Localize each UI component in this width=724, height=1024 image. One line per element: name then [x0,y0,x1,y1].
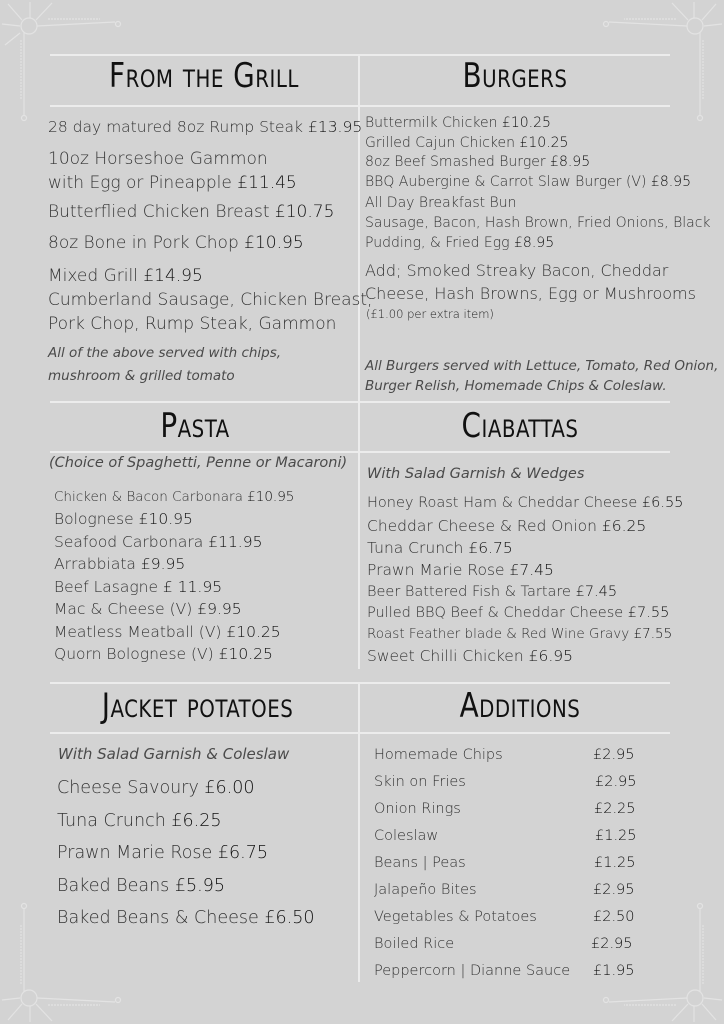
additions-item-list [374,742,644,985]
menu-item: Skin on Fries £2.95 [374,774,637,790]
menu-item: Honey Roast Ham & Cheddar Cheese £6.55 [367,495,684,511]
menu-item: Peppercorn | Dianne Sauce £1.95 [374,963,635,979]
menu-item: Jalapeño Bites £2.95 [374,882,635,898]
section-subtitle: With Salad Garnish & Wedges [367,466,585,482]
section-title-grill: From the Grill [109,56,299,96]
menu-item: Baked Beans £5.95 [57,875,225,896]
menu-item: Boiled Rice £2.95 [374,936,633,952]
section-subtitle: (Choice of Spaghetti, Penne or Macaroni) [49,455,348,471]
section-title-jacket-potatoes: Jacket potatoes [101,686,294,726]
burger-add-ons: Add; Smoked Streaky Bacon, Cheddar Cheese, Hash Browns, Egg or Mushrooms [365,261,696,303]
menu-item: Prawn Marie Rose £6.75 [57,843,268,863]
divider-vertical-3 [358,682,360,982]
menu-item: Bolognese £10.95 [54,510,193,528]
divider-header-row1 [50,105,670,107]
menu-item: Baked Beans & Cheese £6.50 [57,908,315,928]
menu-item: Beans | Peas £1.25 [374,855,636,871]
menu-item: Cheddar Cheese & Red Onion £6.25 [367,516,647,535]
section-note: All Burgers served with Lettuce, Tomato, Red Onion, Burger Relish, Homemade Chips & Coleslaw. [365,358,719,394]
menu-item: Beef Lasagne £ 11.95 [54,577,223,596]
menu-item: Grilled Cajun Chicken £10.25 [365,135,569,151]
menu-item: Coleslaw £1.25 [374,828,637,844]
menu-item: Pulled BBQ Beef & Cheddar Cheese £7.55 [367,604,670,621]
menu-item: Mixed Grill £14.95 Cumberland Sausage, Chicken Breast, Pork Chop, Rump Steak, Gammon [48,266,373,334]
section-note: All of the above served with chips, mushroom & grilled tomato [48,345,282,384]
menu-item: BBQ Aubergine & Carrot Slaw Burger (V) £8.95 [365,174,691,190]
menu-item: Cheese Savoury £6.00 [57,778,255,798]
ciabatta-item-list [367,493,683,667]
divider-header-row2 [50,451,670,453]
menu-item: Mac & Cheese (V) £9.95 [54,600,242,618]
menu-item: Seafood Carbonara £11.95 [54,532,263,551]
menu-item: Arrabbiata £9.95 [54,555,186,573]
menu-item: Tuna Crunch £6.75 [367,538,513,557]
menu-item: Butterflied Chicken Breast £10.75 [48,202,335,222]
menu-item: 10oz Horseshoe Gammon with Egg or Pineapple £11.45 [48,149,297,193]
divider-vertical-1 [358,54,360,401]
section-title-additions: Additions [459,686,581,726]
menu-item: Tuna Crunch £6.25 [57,810,222,831]
pasta-item-list [54,486,294,666]
divider-header-row3 [50,732,670,734]
menu-item: Buttermilk Chicken £10.25 [365,115,551,131]
menu-item: Onion Rings £2.25 [374,801,636,817]
jacket-item-list [57,772,314,935]
menu-item: 8oz Beef Smashed Burger £8.95 [365,154,591,170]
menu-item: Roast Feather blade & Red Wine Gravy £7.55 [367,626,673,642]
menu-item: Quorn Bolognese (V) £10.25 [54,645,273,663]
burger-add-on-price: (£1.00 per extra item) [366,307,494,321]
section-title-ciabattas: Ciabattas [461,406,579,446]
menu-item: All Day Breakfast Bun Sausage, Bacon, Hash Brown, Fried Onions, Black Pudding, & Fried Egg £8.95 [365,195,711,251]
divider-row3-top [50,682,670,684]
menu-item: 8oz Bone in Pork Chop £10.95 [48,233,304,253]
menu-item: Meatless Meatball (V) £10.25 [54,622,281,641]
section-title-pasta: Pasta [160,406,230,446]
section-title-burgers: Burgers [462,56,568,96]
menu-item: Chicken & Bacon Carbonara £10.95 [54,489,295,505]
menu-item: Vegetables & Potatoes £2.50 [374,909,635,925]
menu-item: Homemade Chips £2.95 [374,747,635,763]
menu-item: Sweet Chilli Chicken £6.95 [367,646,573,665]
menu-item: 28 day matured 8oz Rump Steak £13.95 [48,118,363,136]
menu-item: Beer Battered Fish & Tartare £7.45 [367,583,618,600]
section-subtitle: With Salad Garnish & Coleslaw [58,745,290,763]
divider-row2-top [50,401,670,403]
menu-item: Prawn Marie Rose £7.45 [367,560,554,579]
